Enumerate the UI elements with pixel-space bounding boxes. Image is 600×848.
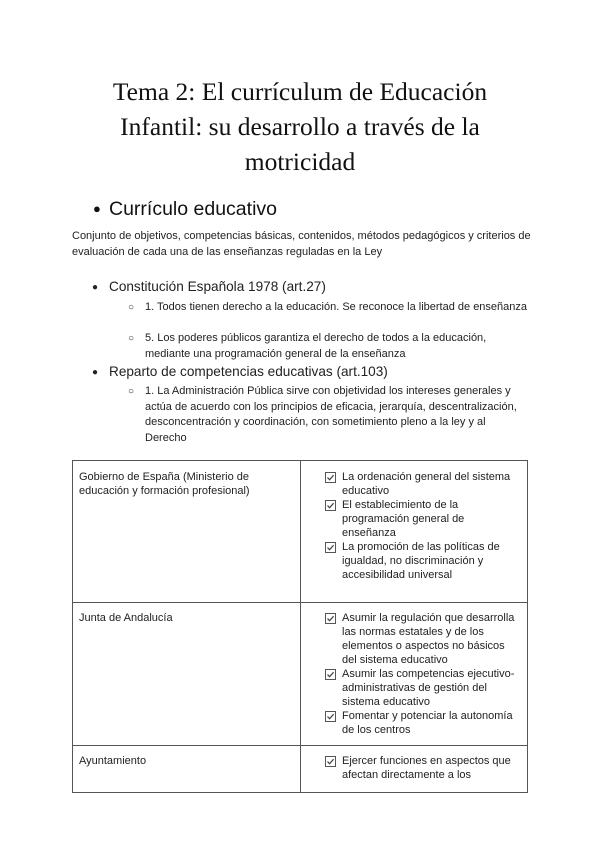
- bullet-item: [92, 363, 388, 381]
- checkbox-checked-icon[interactable]: [325, 669, 336, 680]
- entity-cell: Ayuntamiento: [73, 746, 301, 793]
- bullet-icon: ●: [92, 367, 99, 378]
- definition-paragraph: Conjunto de objetivos, competencias básicas, contenidos, métodos pedagógicos y criterios de evaluación de cada una de las enseñanzas reguladas en la Ley: [72, 230, 531, 258]
- checkbox-checked-icon[interactable]: [325, 613, 336, 624]
- checkbox-checked-icon[interactable]: [325, 472, 336, 483]
- sub-bullet-text: 1. La Administración Pública sirve con objetividad los intereses generales y actúa de acuerdo con los principios de eficacia, jerarquía, descentralización, desconcentración y coordinación, con sometimiento pleno a la ley y al Derecho: [145, 385, 517, 444]
- circle-bullet-icon: ○: [128, 386, 135, 397]
- title-line: Tema 2: El currículum de Educación: [112, 77, 488, 106]
- competencies-table: [72, 460, 528, 793]
- bullet-label: Constitución Española 1978 (art.27): [109, 279, 326, 294]
- entity-cell: Gobierno de España (Ministerio de educación y formación profesional): [73, 461, 301, 603]
- bullet-item: [92, 278, 326, 296]
- checklist-item: [325, 540, 521, 582]
- section-heading-text: Currículo educativo: [109, 198, 277, 220]
- checkbox-checked-icon[interactable]: [325, 711, 336, 722]
- checklist-item: [325, 611, 521, 667]
- checklist-text: Asumir las competencias ejecutivo-administrativas de gestión del sistema educativo: [342, 668, 515, 708]
- sub-bullet-text: 1. Todos tienen derecho a la educación. Se reconoce la libertad de enseñanza: [145, 301, 528, 313]
- entity-cell: Junta de Andalucía: [73, 603, 301, 746]
- checkbox-checked-icon[interactable]: [325, 542, 336, 553]
- bullet-icon: ●: [92, 282, 99, 293]
- page-title: [60, 74, 540, 179]
- circle-bullet-icon: ○: [128, 333, 135, 344]
- table-row: [73, 603, 528, 746]
- sub-bullet-item: [128, 384, 528, 446]
- tasks-cell: [301, 603, 528, 746]
- tasks-cell: [301, 461, 528, 603]
- sub-bullet-item: [128, 300, 528, 316]
- checklist-item: [325, 470, 521, 498]
- section-heading: [93, 197, 277, 221]
- bullet-icon: ●: [93, 201, 101, 216]
- bullet-label: Reparto de competencias educativas (art.103): [109, 364, 388, 379]
- checklist-text: El establecimiento de la programación general de enseñanza: [342, 499, 465, 539]
- table-row: [73, 461, 528, 603]
- circle-bullet-icon: ○: [128, 302, 135, 313]
- title-line: Infantil: su desarrollo a través de la: [120, 112, 480, 141]
- table-row: [73, 746, 528, 793]
- checklist-item: [325, 754, 521, 782]
- checklist-item: [325, 667, 521, 709]
- checklist-text: La promoción de las políticas de igualdad, no discriminación y accesibilidad universal: [342, 541, 500, 581]
- checklist-item: [325, 498, 521, 540]
- checkbox-checked-icon[interactable]: [325, 500, 336, 511]
- title-line: motricidad: [244, 147, 356, 176]
- checklist-text: La ordenación general del sistema educativo: [342, 471, 511, 497]
- tasks-cell: [301, 746, 528, 793]
- checklist-text: Asumir la regulación que desarrolla las normas estatales y de los elementos o aspectos no básicos del sistema educativo: [342, 612, 515, 666]
- checklist-text: Fomentar y potenciar la autonomía de los centros: [342, 710, 513, 736]
- checkbox-checked-icon[interactable]: [325, 756, 336, 767]
- sub-bullet-text: 5. Los poderes públicos garantiza el derecho de todos a la educación, mediante una programación general de la enseñanza: [145, 332, 487, 360]
- sub-bullet-item: [128, 331, 528, 362]
- checklist-text: Ejercer funciones en aspectos que afectan directamente a los: [342, 755, 511, 781]
- checklist-item: [325, 709, 521, 737]
